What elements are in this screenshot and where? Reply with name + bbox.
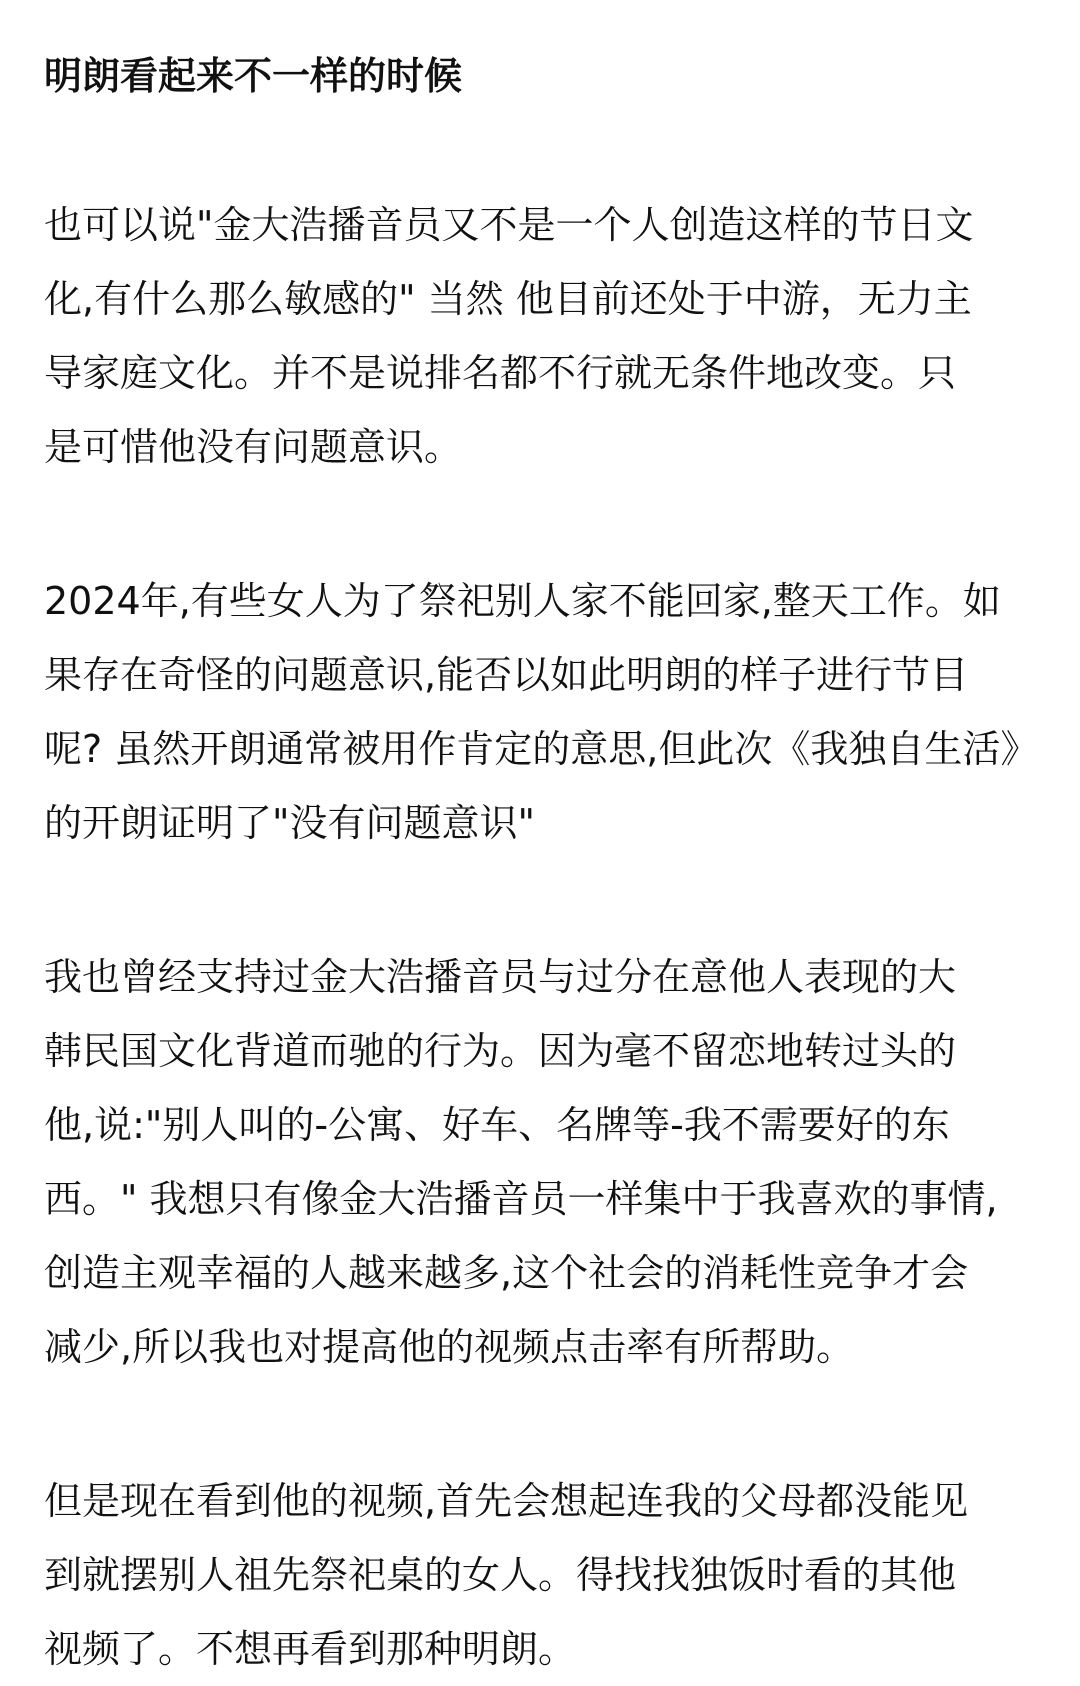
paragraph-3 <box>44 940 1036 1384</box>
paragraph-line: 也可以说"金大浩播音员又不是一个人创造这样的节日文 <box>44 203 974 247</box>
paragraph-line: 导家庭文化。并不是说排名都不行就无条件地改变。只 <box>44 351 957 395</box>
paragraph-line: 他,说:"别人叫的-公寓、好车、名牌等-我不需要好的东 <box>44 1103 950 1147</box>
paragraph-line: 化,有什么那么敏感的" 当然 他目前还处于中游，无力主 <box>44 277 972 321</box>
paragraph-line: 视频了。不想再看到那种明朗。 <box>44 1627 577 1671</box>
paragraph-line: 我也曾经支持过金大浩播音员与过分在意他人表现的大 <box>44 955 957 999</box>
paragraph-line: 但是现在看到他的视频,首先会想起连我的父母都没能见 <box>44 1479 969 1523</box>
post-title: 明朗看起来不一样的时候 <box>44 54 463 98</box>
paragraph-line: 韩民国文化背道而驰的行为。因为毫不留恋地转过头的 <box>44 1029 957 1073</box>
paragraph-2 <box>44 564 1039 860</box>
paragraph-line: 是可惜他没有问题意识。 <box>44 425 463 469</box>
paragraph-line: 果存在奇怪的问题意识,能否以如此明朗的样子进行节目 <box>44 653 969 697</box>
paragraph-1 <box>44 188 1036 484</box>
paragraph-line: 创造主观幸福的人越来越多,这个社会的消耗性竞争才会 <box>44 1251 969 1295</box>
paragraph-line: 到就摆别人祖先祭祀桌的女人。得找找独饭时看的其他 <box>44 1553 957 1597</box>
post-body <box>44 188 1039 1686</box>
paragraph-line: 2024年,有些女人为了祭祀别人家不能回家,整天工作。如 <box>44 579 1001 623</box>
paragraph-line: 的开朗证明了"没有问题意识" <box>44 801 535 845</box>
paragraph-line: 呢? 虽然开朗通常被用作肯定的意思,但此次《我独自生活》 <box>44 727 1039 771</box>
paragraph-line: 减少,所以我也对提高他的视频点击率有所帮助。 <box>44 1325 855 1369</box>
paragraph-line: 西。" 我想只有像金大浩播音员一样集中于我喜欢的事情, <box>44 1177 998 1221</box>
paragraph-4 <box>44 1464 1036 1686</box>
